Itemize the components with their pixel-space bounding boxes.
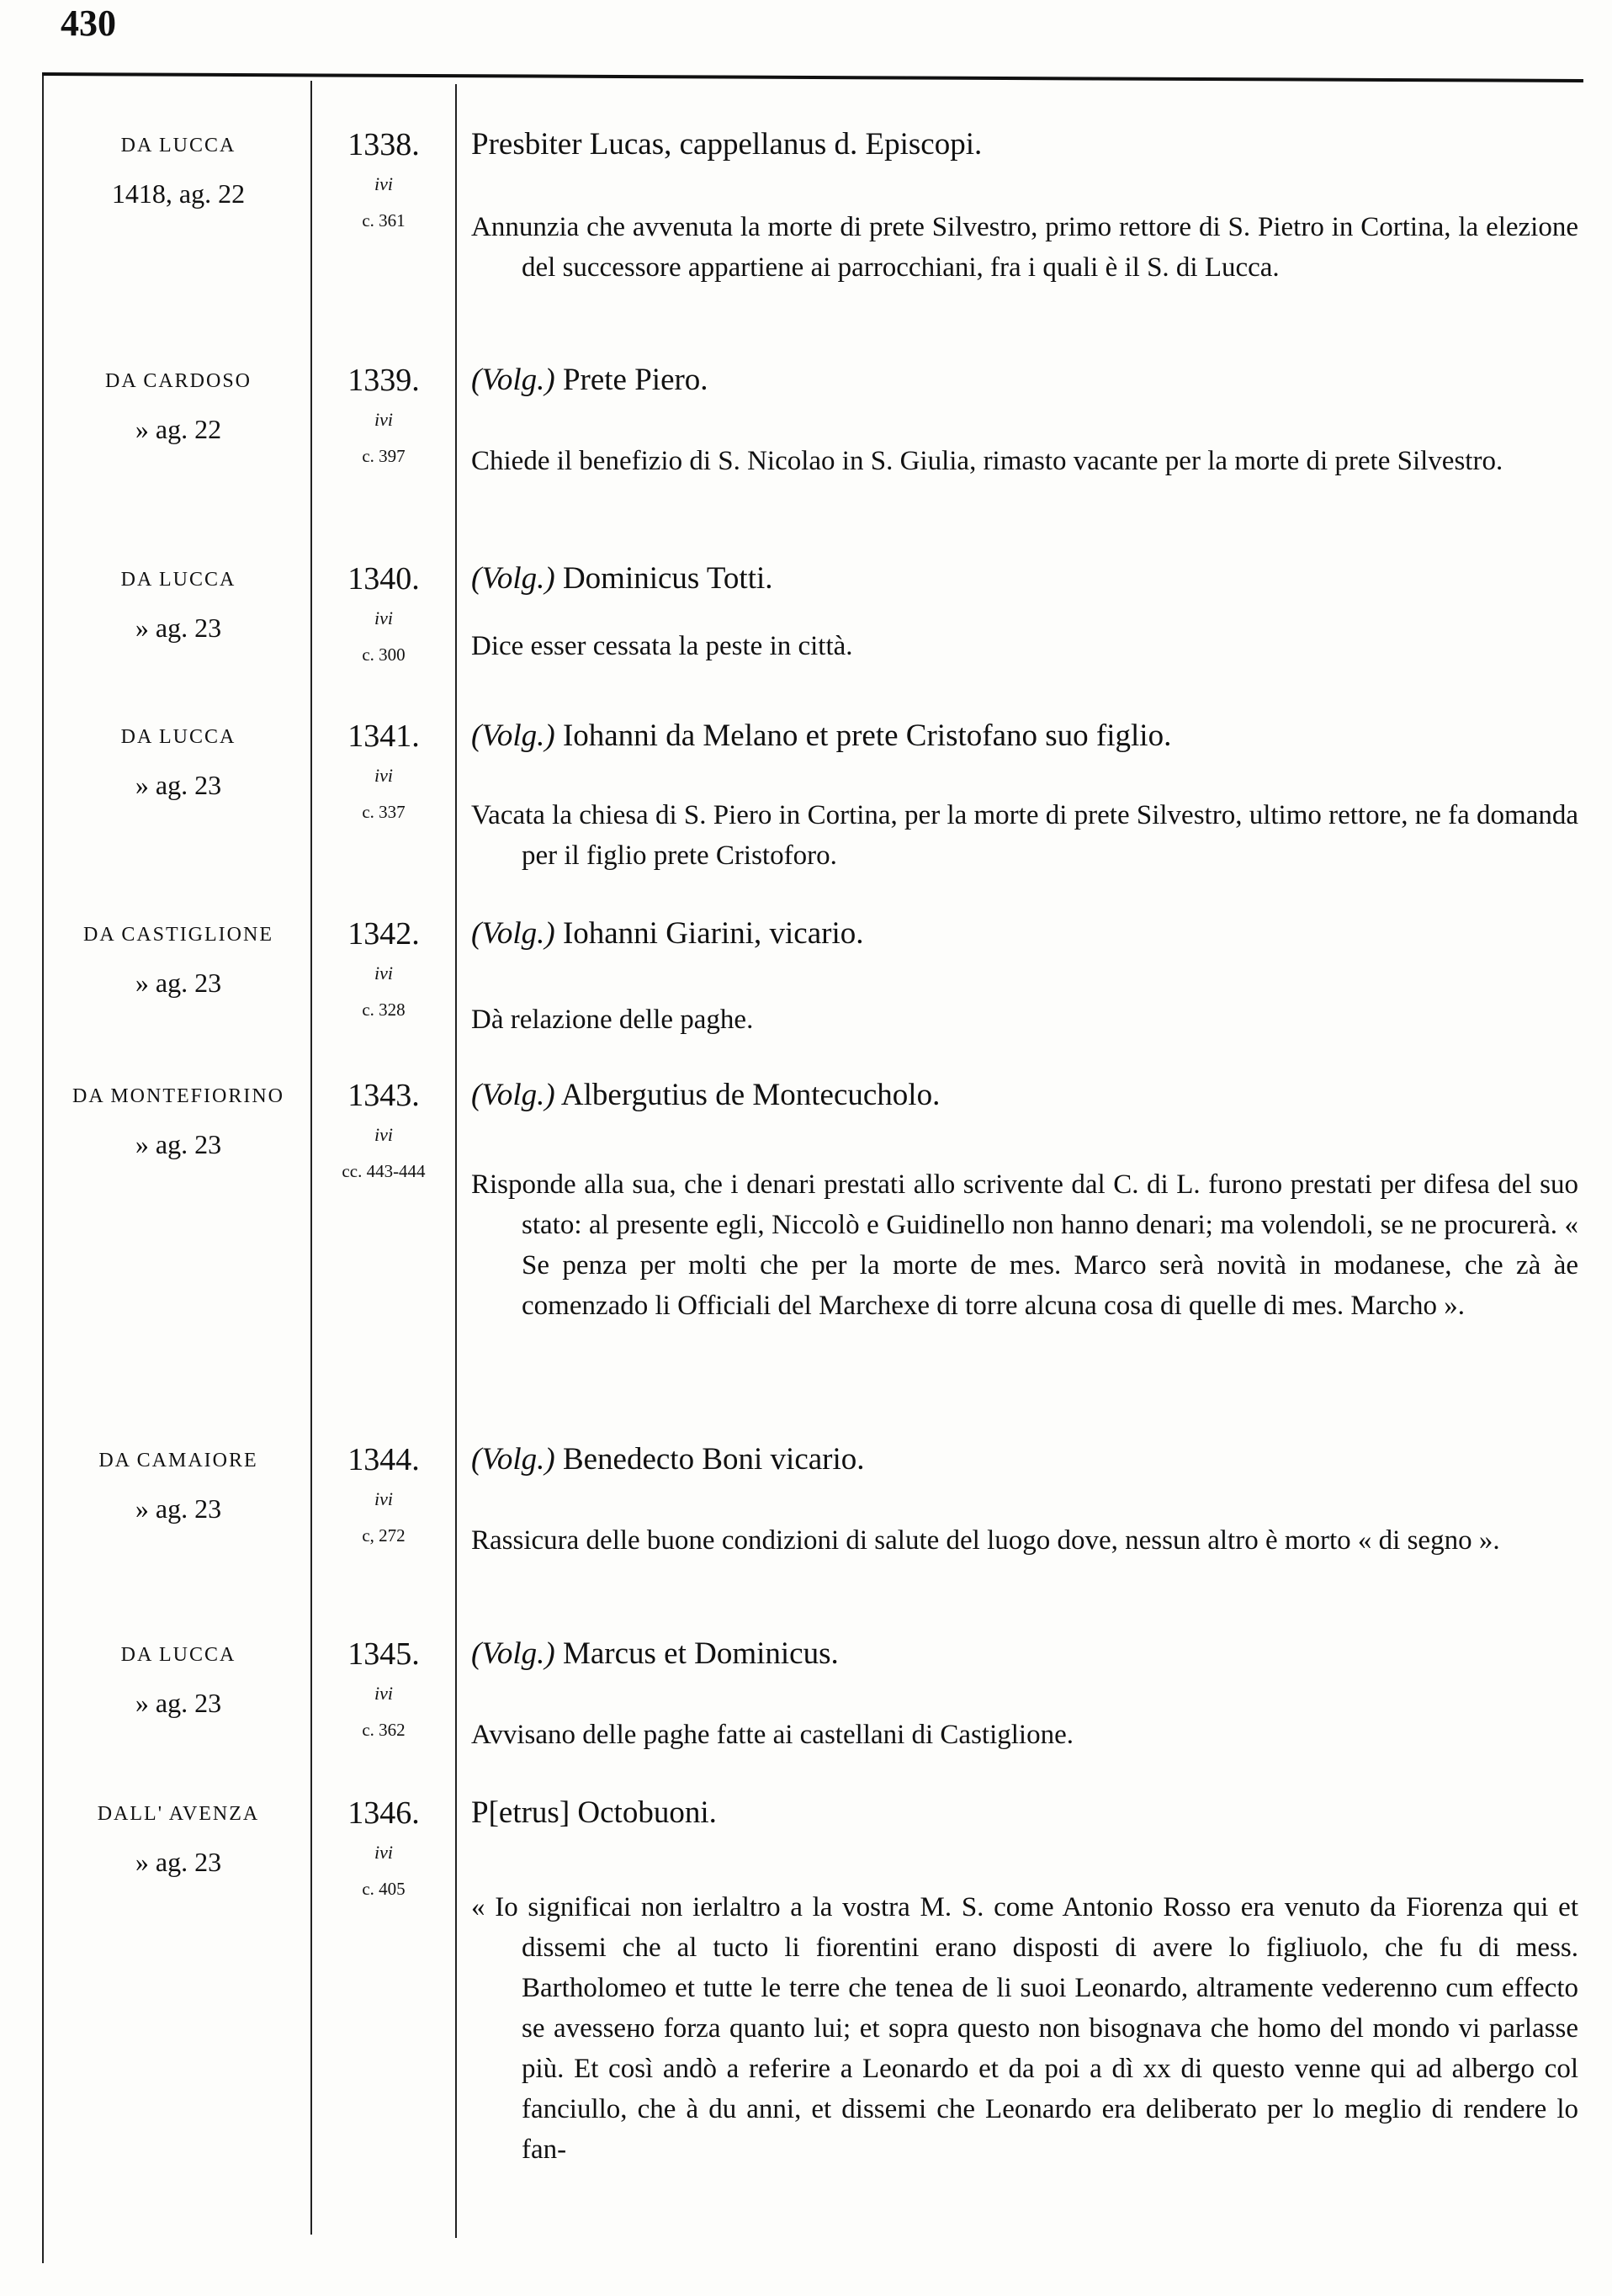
column-divider [310,81,312,2235]
column-divider [455,84,457,2238]
entry-title [471,1795,1582,1831]
folio-reference: c. 397 [362,446,406,466]
letter-date: » ag. 23 [135,968,222,998]
entry-title [471,915,1582,952]
letter-date: 1418, ag. 22 [111,178,246,209]
sender-place: DA CARDOSO [104,370,252,392]
volgare-marker: (Volg.) [471,363,555,397]
folio-reference: c, 272 [362,1525,406,1546]
letter-date: » ag. 23 [135,1847,222,1877]
folio-reference: c. 337 [362,802,406,822]
author-name: Dominicus Totti. [562,561,773,596]
volgare-marker: (Volg.) [471,1636,555,1671]
entry-title [471,718,1582,754]
author-name: Marcus et Dominicus. [562,1636,839,1671]
source-ivi: ivi [374,607,393,628]
entry-number: 1341. [347,718,420,754]
sender-place: DA CAMAIORE [98,1450,258,1471]
letter-date: » ag. 23 [135,1129,222,1159]
author-name: Benedecto Boni vicario. [562,1442,865,1477]
entry-summary: Chiede il benefizio di S. Nicolao in S. Giulia, rimasto vacante per la morte di prete Silvestro. [471,446,1503,476]
source-ivi: ivi [374,765,393,786]
author-name: Iohanni da Melano et prete Cristofano suo figlio. [562,718,1172,753]
volgare-marker: (Volg.) [471,718,555,753]
letter-date: » ag. 23 [135,612,222,643]
entry-summary: Annunzia che avvenuta la morte di prete Silvestro, primo rettore di S. Pietro in Cortina, la elezione del successore appartiene ai parrocchiani, fra i quali è il S. di Lucca. [471,212,1578,283]
entry-number: 1339. [347,363,420,398]
letter-date: » ag. 23 [135,770,222,800]
entry-number: 1344. [347,1442,420,1477]
entry-summary: Dice esser cessata la peste in città. [471,631,853,661]
volgare-marker: (Volg.) [471,1442,555,1477]
entry-summary: Dà relazione delle paghe. [471,1005,754,1035]
folio-reference: c. 362 [362,1720,406,1740]
entry-title [471,1441,1582,1477]
entry-summary: Avvisano delle paghe fatte ai castellani di Castiglione. [471,1720,1074,1750]
source-ivi: ivi [374,173,393,194]
top-rule [42,72,1583,82]
folio-reference: c. 361 [362,210,406,231]
letter-date: » ag. 22 [135,414,222,444]
author-name: Iohanni Giarini, vicario. [562,916,864,951]
letter-date: » ag. 23 [135,1493,222,1524]
volgare-marker: (Volg.) [471,916,555,951]
letter-date: » ag. 23 [135,1688,222,1718]
entry-summary: « Io significai non ierlaltro a la vostra M. S. come Antonio Rosso era venuto da Fiorenza qui et dissemi che al tucto li fiorentini erano disposti di avere lo figliuolo, che fu di mess. Bartholomeo et tutte le terre che tenea de li suoi Leonardo, altramente vederenno cum effecto se avessено forza quanto lui; et sopra questo non bisognava che homo del mondo vi parlasse più. Et così andò a referire a Leonardo et da poi a dì xx di questo venne qui ad albergo col fanciullo, che à du anni, et dissemi che Leonardo era deliberato per lo meglio di rendere lo fan- [471,1892,1578,2165]
entry-title [471,1077,1582,1113]
entry-number: 1340. [347,561,420,597]
folio-reference: cc. 443-444 [342,1161,426,1181]
source-ivi: ivi [374,1842,393,1863]
source-ivi: ivi [374,962,393,984]
source-ivi: ivi [374,1683,393,1704]
column-divider [42,76,44,2263]
entry-number: 1342. [347,916,420,952]
sender-place: DALL' AVENZA [97,1803,260,1825]
entry-title [471,362,1582,398]
author-name: P[etrus] Octobuoni. [471,1795,717,1830]
source-ivi: ivi [374,1124,393,1145]
author-name: Presbiter Lucas, cappellanus d. Episcopi. [471,127,983,162]
entry-title [471,1636,1582,1672]
author-name: Albergutius de Montecucholo. [560,1078,941,1112]
sender-place: DA LUCCA [120,726,236,748]
entry-title [471,560,1582,597]
source-ivi: ivi [374,1488,393,1509]
volgare-marker: (Volg.) [471,561,555,596]
folio-reference: c. 328 [362,1000,406,1020]
entry-number: 1343. [347,1078,420,1113]
page-number: 430 [61,3,116,44]
sender-place: DA LUCCA [120,569,236,591]
sender-place: DA LUCCA [120,135,236,156]
source-ivi: ivi [374,409,393,430]
sender-place: DA MONTEFIORINO [72,1085,284,1107]
entry-summary: Risponde alla sua, che i denari prestati allo scrivente dal C. di L. furono prestati per difesa del suo stato: al presente egli, Niccolò e Guidinello non hanno denari; ma volendoli, se ne procurerà. « Se penza per molti che per la morte de mes. Marco serà novità in modanese, che zà àe comenzado li Officiali del Marchexe di torre alcuna cosa di quelle di mes. Marcho ». [471,1169,1578,1321]
sender-place: DA LUCCA [120,1644,236,1666]
entry-title [471,126,1582,162]
author-name: Prete Piero. [562,363,708,397]
entry-number: 1346. [347,1795,420,1831]
entry-number: 1338. [347,127,420,162]
entry-number: 1345. [347,1636,420,1672]
folio-reference: c. 405 [362,1879,406,1899]
volgare-marker: (Volg.) [471,1078,555,1112]
entry-summary: Rassicura delle buone condizioni di salute del luogo dove, nessun altro è morto « di segno ». [471,1525,1500,1556]
sender-place: DA CASTIGLIONE [83,924,273,946]
entry-summary: Vacata la chiesa di S. Piero in Cortina, per la morte di prete Silvestro, ultimo rettore, ne fa domanda per il figlio prete Cristoforo. [471,800,1578,871]
folio-reference: c. 300 [362,644,406,665]
